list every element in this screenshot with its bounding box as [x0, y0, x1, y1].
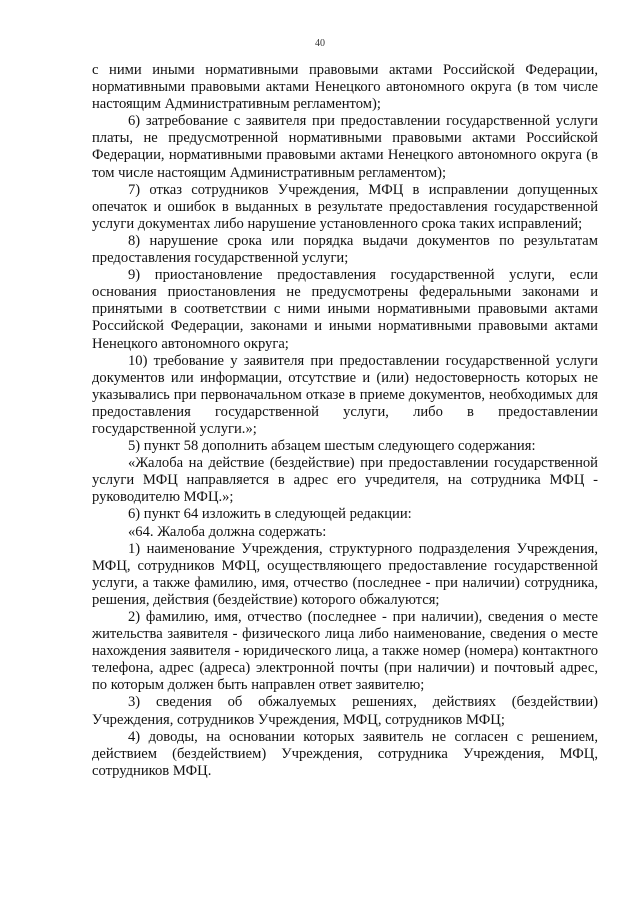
paragraph: 6) пункт 64 изложить в следующей редакции: [128, 506, 412, 523]
document-body [92, 62, 598, 780]
paragraph: 1) наименование Учреждения, структурного подразделения Учреждения, МФЦ, сотрудников МФЦ, осуществляющего предоставление государственной услуги, а также фамилию, имя, отчество (последнее - при наличии) сотрудника, решения, действия (бездействие) которого обжалуются; [92, 540, 598, 608]
paragraph: 3) сведения об обжалуемых решениях, действиях (бездействии) Учреждения, сотрудников Учреждения, МФЦ, сотрудников МФЦ; [92, 694, 598, 728]
paragraph: 10) требование у заявителя при предоставлении государственной услуги документов или информации, отсутствие и (или) недостоверность которых не указывались при первоначальном отказе в приеме документов, необходимых для предоставления государственной услуги, либо в предоставлении государственной услуги.»; [92, 352, 598, 437]
paragraph: «64. Жалоба должна содержать: [128, 523, 327, 540]
paragraph: 2) фамилию, имя, отчество (последнее - при наличии), сведения о месте жительства заявителя - физического лица либо наименование, сведения о месте нахождения заявителя - юридического лица, а также номер (номера) контактного телефона, адрес (адреса) электронной почты (при наличии) и почтовый адрес, по которым должен быть направлен ответ заявителю; [92, 609, 598, 694]
paragraph: 7) отказ сотрудников Учреждения, МФЦ в исправлении допущенных опечаток и ошибок в выданных в результате предоставления государственной услуги документах либо нарушение установленного срока таких исправлений; [92, 181, 598, 232]
paragraph: 8) нарушение срока или порядка выдачи документов по результатам предоставления государственной услуги; [92, 232, 598, 267]
paragraph: 6) затребование с заявителя при предоставлении государственной услуги платы, не предусмотренной нормативными правовыми актами Российской Федерации, нормативными правовыми актами Ненецкого автономного округа (в том числе настоящим Административным регламентом); [92, 113, 598, 181]
paragraph: «Жалоба на действие (бездействие) при предоставлении государственной услуги МФЦ направляется в адрес его учредителя, на сотрудника МФЦ - руководителю МФЦ.»; [92, 455, 598, 506]
paragraph: 4) доводы, на основании которых заявитель не согласен с решением, действием (бездействием) Учреждения, сотрудника Учреждения, МФЦ, сотрудников МФЦ. [92, 728, 598, 779]
page-number: 40 [315, 38, 325, 49]
paragraph: 5) пункт 58 дополнить абзацем шестым следующего содержания: [128, 438, 536, 455]
paragraph: с ними иными нормативными правовыми актами Российской Федерации, нормативными правовыми актами Ненецкого автономного округа (в том числе настоящим Административным регламентом); [92, 62, 598, 113]
paragraph: 9) приостановление предоставления государственной услуги, если основания приостановления не предусмотрены федеральными законами и принятыми в соответствии с ними иными нормативными правовыми актами Российской Федерации, законами и иными нормативными правовыми актами Ненецкого автономного округа; [92, 267, 598, 352]
